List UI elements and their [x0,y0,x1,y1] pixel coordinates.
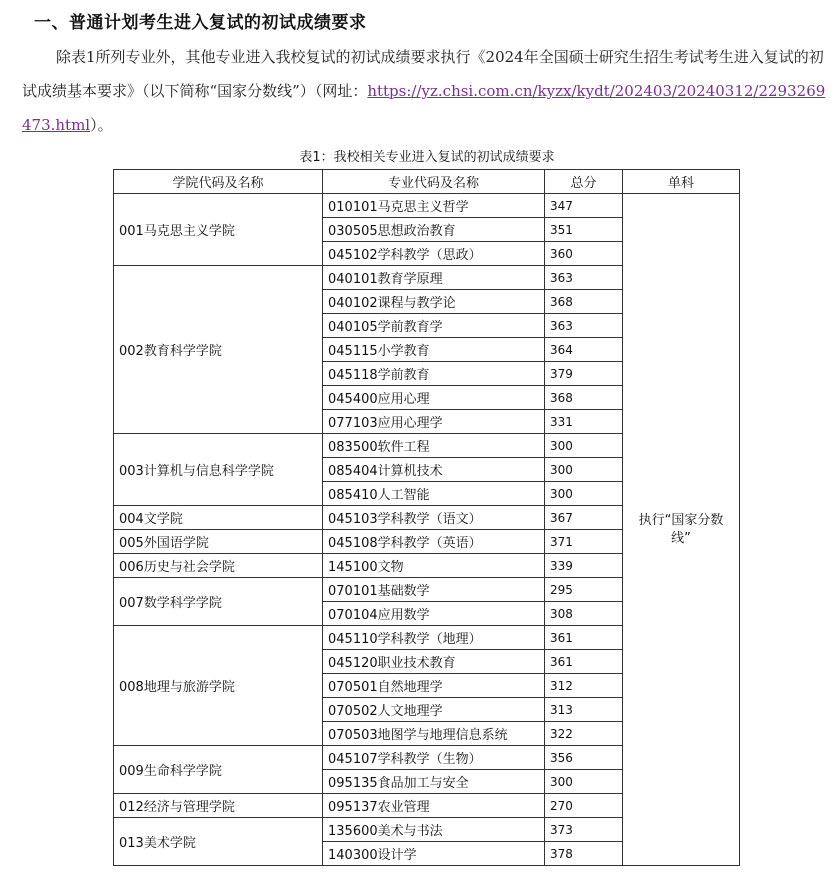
total-score-cell: 360 [545,242,623,266]
major-cell: 040102课程与教学论 [323,290,545,314]
table-caption: 表1：我校相关专业进入复试的初试成绩要求 [299,150,555,165]
intro-paragraph [22,40,834,142]
total-score-cell: 270 [545,794,623,818]
total-score-cell: 363 [545,266,623,290]
major-cell: 140300设计学 [323,842,545,866]
major-cell: 135600美术与书法 [323,818,545,842]
major-cell: 095137农业管理 [323,794,545,818]
total-score-cell: 363 [545,314,623,338]
college-cell: 001马克思主义学院 [114,194,323,266]
major-cell: 085404计算机技术 [323,458,545,482]
college-cell: 007数学科学学院 [114,578,323,626]
college-cell: 005外国语学院 [114,530,323,554]
intro-text: 除表1所列专业外，其他专业进入我校复试的初试成绩要求执行《2024年全国硕士研究生招生考试考生进入复试的初试成绩基本要求》（以下简称“国家分数线”）（网址： [22,48,824,100]
cutoff-link[interactable]: https://yz.chsi.com.cn/kyzx/kydt/202403/20240312/2293269473.html [22,82,826,134]
header-major: 专业代码及名称 [323,170,545,194]
total-score-cell: 368 [545,290,623,314]
table-body [114,194,740,866]
major-cell: 045118学前教育 [323,362,545,386]
section-heading: 一、普通计划考生进入复试的初试成绩要求 [34,13,367,33]
header-single: 单科 [623,170,740,194]
total-score-cell: 361 [545,650,623,674]
major-cell: 083500软件工程 [323,434,545,458]
major-cell: 095135食品加工与安全 [323,770,545,794]
total-score-cell: 379 [545,362,623,386]
major-cell: 045107学科教学（生物） [323,746,545,770]
total-score-cell: 300 [545,482,623,506]
total-score-cell: 351 [545,218,623,242]
college-cell: 003计算机与信息科学学院 [114,434,323,506]
total-score-cell: 371 [545,530,623,554]
major-cell: 040101教育学原理 [323,266,545,290]
college-cell: 009生命科学学院 [114,746,323,794]
major-cell: 045120职业技术教育 [323,650,545,674]
major-cell: 070503地图学与地理信息系统 [323,722,545,746]
total-score-cell: 300 [545,434,623,458]
major-cell: 070101基础数学 [323,578,545,602]
total-score-cell: 312 [545,674,623,698]
major-cell: 045102学科教学（思政） [323,242,545,266]
header-total: 总分 [545,170,623,194]
table-row [114,194,740,218]
major-cell: 070104应用数学 [323,602,545,626]
total-score-cell: 300 [545,458,623,482]
college-cell: 013美术学院 [114,818,323,866]
total-score-cell: 364 [545,338,623,362]
total-score-cell: 368 [545,386,623,410]
major-cell: 045110学科教学（地理） [323,626,545,650]
total-score-cell: 378 [545,842,623,866]
total-score-cell: 356 [545,746,623,770]
major-cell: 045108学科教学（英语） [323,530,545,554]
total-score-cell: 347 [545,194,623,218]
major-cell: 045103学科教学（语文） [323,506,545,530]
college-cell: 006历史与社会学院 [114,554,323,578]
total-score-cell: 295 [545,578,623,602]
major-cell: 045115小学教育 [323,338,545,362]
total-score-cell: 373 [545,818,623,842]
major-cell: 040105学前教育学 [323,314,545,338]
college-cell: 002教育科学学院 [114,266,323,434]
major-cell: 070501自然地理学 [323,674,545,698]
college-cell: 004文学院 [114,506,323,530]
major-cell: 077103应用心理学 [323,410,545,434]
major-cell: 030505思想政治教育 [323,218,545,242]
total-score-cell: 331 [545,410,623,434]
table-header-row [114,170,740,194]
total-score-cell: 339 [545,554,623,578]
total-score-cell: 300 [545,770,623,794]
single-subject-note: 执行“国家分数线” [623,194,740,866]
major-cell: 010101马克思主义哲学 [323,194,545,218]
major-cell: 070502人文地理学 [323,698,545,722]
major-cell: 045400应用心理 [323,386,545,410]
total-score-cell: 361 [545,626,623,650]
score-table [113,169,740,866]
major-cell: 145100文物 [323,554,545,578]
intro-text-end: ）。 [90,116,113,134]
header-college: 学院代码及名称 [114,170,323,194]
college-cell: 008地理与旅游学院 [114,626,323,746]
total-score-cell: 308 [545,602,623,626]
major-cell: 085410人工智能 [323,482,545,506]
total-score-cell: 367 [545,506,623,530]
total-score-cell: 322 [545,722,623,746]
total-score-cell: 313 [545,698,623,722]
college-cell: 012经济与管理学院 [114,794,323,818]
